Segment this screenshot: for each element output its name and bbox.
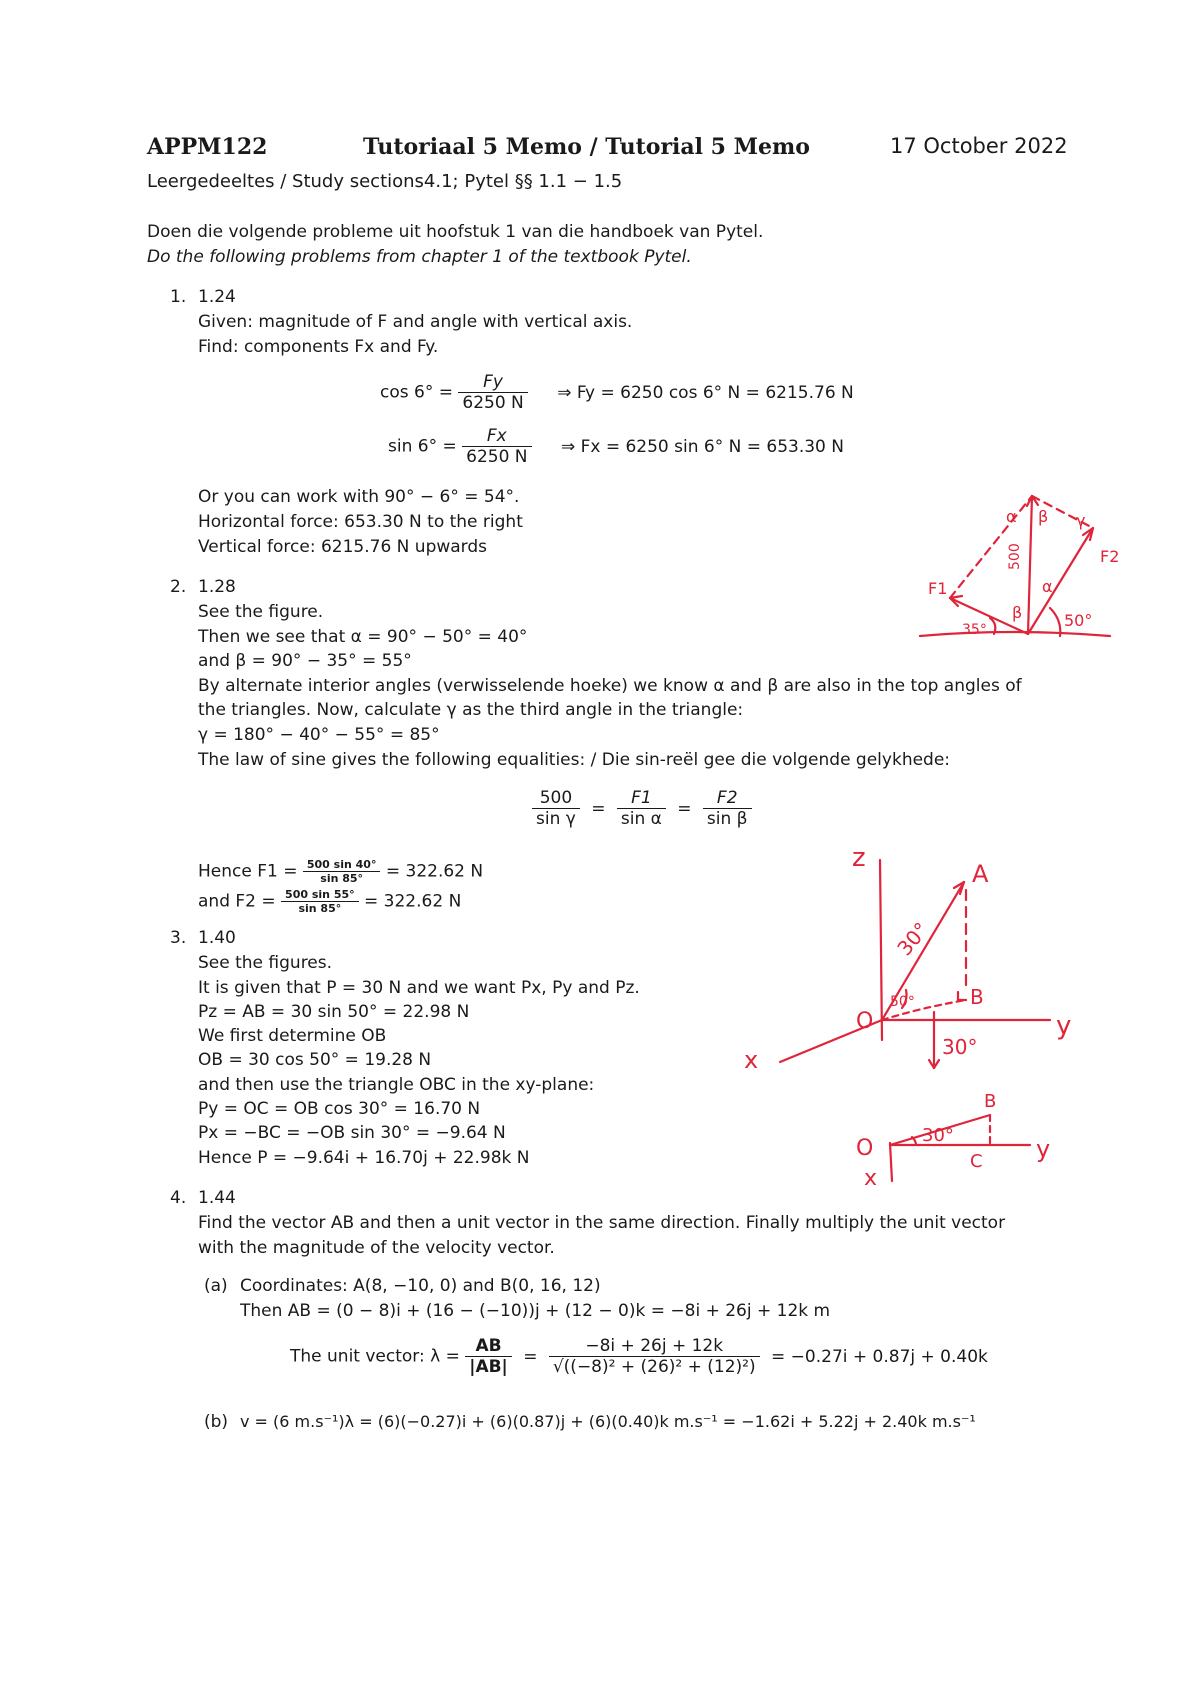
label-z: z <box>852 843 866 873</box>
label-f1: F1 <box>928 579 948 598</box>
problem-3-line-2: It is given that P = 30 N and we want Px, Py and Pz. <box>198 978 640 998</box>
problem-4-label: 1.44 <box>198 1188 236 1208</box>
hence-f1-fraction <box>303 858 381 885</box>
label-gamma: γ <box>1076 511 1086 530</box>
problem-2-line-6: γ = 180° − 40° − 55° = 85° <box>198 725 440 745</box>
problem-3-line-7: Py = OC = OB cos 30° = 16.70 N <box>198 1099 481 1119</box>
hence-f2-post: = 322.62 N <box>364 891 462 912</box>
problem-4-b-line: v = (6 m.s⁻¹)λ = (6)(−0.27)i + (6)(0.87)j + (6)(0.40)k m.s⁻¹ = −1.62i + 5.22j + 2.40k m.s⁻¹ <box>240 1412 976 1431</box>
problem-3-line-9: Hence P = −9.64i + 16.70j + 22.98k N <box>198 1148 530 1168</box>
problem-4-number: 4. <box>170 1188 187 1208</box>
label-x: x <box>744 1046 759 1074</box>
sine-fraction-1-num: 500 <box>532 788 580 809</box>
label-a: A <box>972 860 989 888</box>
problem-2-line-3: and β = 90° − 35° = 55° <box>198 651 412 671</box>
label-beta-top: β <box>1038 507 1049 526</box>
problem-2-line-4: By alternate interior angles (verwisselende hoeke) we know α and β are also in the top angles of <box>198 676 1022 696</box>
problem-1-alternative: Or you can work with 90° − 6° = 54°. <box>198 487 520 507</box>
page-title: Tutoriaal 5 Memo / Tutorial 5 Memo <box>363 134 810 160</box>
document-date: 17 October 2022 <box>890 134 1068 158</box>
unit-vector-pre: The unit vector: λ = <box>290 1346 460 1367</box>
label-o: O <box>856 1009 874 1034</box>
problem-1-vertical: Vertical force: 6215.76 N upwards <box>198 537 488 557</box>
unit-vector-fraction-1 <box>465 1336 512 1377</box>
eq1-rhs: ⇒ Fy = 6250 cos 6° N = 6215.76 N <box>557 382 854 403</box>
unit-vector-post: = −0.27i + 0.87j + 0.40k <box>771 1346 988 1367</box>
label-y-small: y <box>1036 1135 1051 1163</box>
label-f2: F2 <box>1100 547 1120 566</box>
intro-english: Do the following problems from chapter 1 of the textbook Pytel. <box>147 247 692 267</box>
label-x-small: x <box>864 1166 878 1191</box>
force-triangle-sketch <box>900 490 1140 650</box>
problem-2-number: 2. <box>170 577 187 597</box>
right-angle-b <box>958 992 966 1000</box>
label-c: C <box>970 1151 983 1172</box>
problem-2-line-5: the triangles. Now, calculate γ as the third angle in the triangle: <box>198 700 744 720</box>
eq1-denominator: 6250 N <box>462 393 524 413</box>
law-of-sines: $\frac{500}{\text{sin γ}}$ = $\frac{F1}{\text{sin α}}$ = $\frac{F2}{\text{sin β}}$ <box>532 788 752 829</box>
problem-4-a-line-2: Then AB = (0 − 8)i + (16 − (−10))j + (12 − 0)k = −8i + 26j + 12k m <box>240 1301 831 1321</box>
problem-3-line-3: Pz = AB = 30 sin 50° = 22.98 N <box>198 1002 470 1022</box>
label-o-small: O <box>856 1136 874 1161</box>
sine-fraction-1 <box>532 788 580 829</box>
sine-fraction-3-num: F2 <box>703 788 752 809</box>
sine-fraction-3 <box>703 788 752 829</box>
problem-4-line-2: with the magnitude of the velocity vector. <box>198 1238 555 1258</box>
resultant-vector <box>1028 496 1032 634</box>
problem-3-line-8: Px = −BC = −OB sin 30° = −9.64 N <box>198 1123 506 1143</box>
problem-1-number: 1. <box>170 287 187 307</box>
unit-vector-den-1: |AB| <box>469 1357 508 1377</box>
label-500: 500 <box>1007 543 1023 570</box>
3d-axes-sketch <box>730 840 1090 1100</box>
eq2-fraction <box>462 426 531 467</box>
problem-1-equation-2 <box>388 426 844 467</box>
problem-4-a-label: (a) <box>204 1276 228 1296</box>
unit-vector-equation: The unit vector: λ = $\frac{AB}{|AB|}$ = $\frac{-8i + 26j + 12k}{\text{√((−8)² + (26)² + (12)²)}}$ = −0.27i + 0.87j + 0.40k <box>290 1336 988 1377</box>
problem-3-line-6: and then use the triangle OBC in the xy-plane: <box>198 1075 595 1095</box>
eq1-numerator: Fy <box>458 372 527 393</box>
problem-2-hence-f2 <box>198 888 461 915</box>
problem-4-line-1: Find the vector AB and then a unit vector in the same direction. Finally multiply the unit vector <box>198 1213 1006 1233</box>
hence-f1-post: = 322.62 N <box>385 861 484 882</box>
ground-line <box>920 632 1110 636</box>
problem-3-line-5: OB = 30 cos 50° = 19.28 N <box>198 1050 432 1070</box>
unit-vector-num-1: AB <box>465 1336 512 1357</box>
hence-f2-den: sin 85° <box>298 902 342 915</box>
z-axis <box>880 860 882 1040</box>
label-30-lower: 30° <box>942 1035 978 1059</box>
unit-vector-den-2: √((−8)² + (26)² + (12)²) <box>552 1357 756 1377</box>
sine-fraction-2 <box>617 788 666 829</box>
eq2-numerator: Fx <box>462 426 531 447</box>
problem-3-line-4: We first determine OB <box>198 1026 387 1046</box>
problem-1-find: Find: components Fx and Fy. <box>198 337 439 357</box>
study-sections: Leergedeeltes / Study sections4.1; Pytel §§ 1.1 − 1.5 <box>147 171 623 192</box>
unit-vector-num-2: −8i + 26j + 12k <box>549 1336 760 1357</box>
sine-fraction-2-den: sin α <box>620 809 662 829</box>
eq1-fraction <box>458 372 527 413</box>
eq2-denominator: 6250 N <box>466 447 528 467</box>
problem-2-line-7: The law of sine gives the following equalities: / Die sin-reël gee die volgende gelykhede: <box>198 750 951 770</box>
eq2-rhs: ⇒ Fx = 6250 sin 6° N = 653.30 N <box>560 436 844 457</box>
eq1-lhs: cos 6° = <box>380 382 453 403</box>
hence-f1-num: 500 sin 40° <box>303 858 381 872</box>
hence-f2-pre: and F2 = <box>198 891 276 912</box>
label-b: B <box>970 985 984 1009</box>
label-y: y <box>1056 1011 1072 1041</box>
unit-vector-fraction-2 <box>549 1336 760 1377</box>
problem-3-label: 1.40 <box>198 928 236 948</box>
label-b-small: B <box>984 1091 997 1112</box>
problem-2-label: 1.28 <box>198 577 236 597</box>
problem-1-horizontal: Horizontal force: 653.30 N to the right <box>198 512 523 532</box>
label-50: 50° <box>1064 611 1093 630</box>
hence-f1-pre: Hence F1 = <box>198 861 298 882</box>
problem-2-line-1: See the figure. <box>198 602 324 622</box>
xy-plane-sketch <box>850 1085 1080 1195</box>
problem-4-a-line-1: Coordinates: A(8, −10, 0) and B(0, 16, 12) <box>240 1276 601 1296</box>
problem-1-given: Given: magnitude of F and angle with vertical axis. <box>198 312 633 332</box>
eq2-lhs: sin 6° = <box>388 436 457 457</box>
problem-1-label: 1.24 <box>198 287 236 307</box>
label-30-upper: 30° <box>892 917 934 961</box>
sine-fraction-2-num: F1 <box>617 788 666 809</box>
label-35: 35° <box>962 622 987 638</box>
problem-2-hence-f1 <box>198 858 483 885</box>
label-alpha-top: α <box>1006 507 1017 526</box>
hence-f2-fraction <box>281 888 359 915</box>
x-axis-small <box>890 1143 892 1181</box>
problem-3-number: 3. <box>170 928 187 948</box>
problem-3-line-1: See the figures. <box>198 953 333 973</box>
intro-afrikaans: Doen die volgende probleme uit hoofstuk 1 van die handboek van Pytel. <box>147 222 764 242</box>
hence-f1-den: sin 85° <box>320 872 364 885</box>
hence-f2-num: 500 sin 55° <box>281 888 359 902</box>
sine-fraction-1-den: sin γ <box>536 809 576 829</box>
label-50-angle: 50° <box>890 994 915 1010</box>
label-alpha-bottom: α <box>1042 577 1053 596</box>
course-code: APPM122 <box>147 134 268 160</box>
problem-1-equation-1 <box>380 372 854 413</box>
sine-fraction-3-den: sin β <box>706 809 748 829</box>
label-30-small: 30° <box>922 1125 954 1146</box>
problem-4-b-label: (b) <box>204 1412 229 1432</box>
label-beta-bottom: β <box>1012 603 1023 622</box>
problem-2-line-2: Then we see that α = 90° − 50° = 40° <box>198 627 528 647</box>
